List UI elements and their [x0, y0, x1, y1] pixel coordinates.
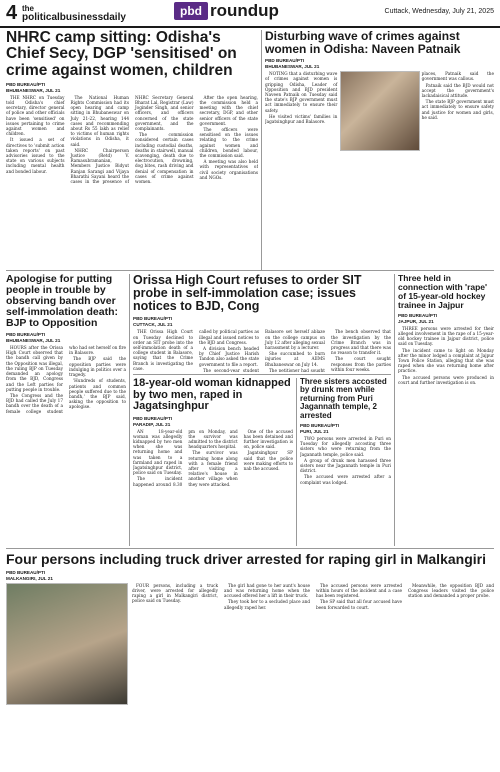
- byline: PBD BUREAU/PTI: [6, 332, 46, 338]
- paragraph: After the open hearing, the commission held a meeting with the chief secretary, DGP, and other senior officers of the state government.: [199, 94, 258, 126]
- dateline: MALKANGIRI, JUL 21: [6, 575, 53, 581]
- byline: PBD BUREAU/PTI: [133, 316, 173, 322]
- paragraph: The survivor was returning home along with a female friend after visiting a relative's house in another village when they were attacked.: [188, 450, 238, 487]
- paragraph: TWO persons were arrested in Puri on Tuesday for allegedly accosting three sisters who were returning from the Jagannath temple, police said.: [300, 435, 391, 457]
- paper-name-line1: the: [22, 4, 34, 13]
- paragraph: NOTING that a disturbing wave of crimes against women is gripping Odisha, Leader of Opposition and BJD president Naveen Patnaik on Tuesday said the state's BJP government must act immediately to ensure their safety.: [265, 71, 338, 113]
- story-puri-sisters: [300, 378, 391, 544]
- paragraph: The accused persons were produced in court and further investigation is on.: [398, 374, 494, 385]
- article-body: [300, 436, 391, 485]
- section-title: roundup: [210, 1, 279, 20]
- byline: PBD BUREAU/PTI: [398, 312, 438, 318]
- headline: Three held in connection with 'rape' of 15-year-old hockey trainee in Jajpur: [398, 274, 488, 310]
- byline: PBD BUREAU/PTI: [6, 81, 46, 87]
- paragraph: One of the accused has been detained and further investigation is on, police said.: [243, 428, 293, 450]
- paragraph: It issued a set of directives to 'submit action taken reports' on past advisories issued to the state on various subjects including mental health and bonded labour.: [6, 137, 65, 174]
- dateline: JAJPUR, JUL 21: [398, 318, 434, 324]
- paragraph: A meeting was also held with representatives of civil society organisations and NGOs.: [199, 159, 258, 180]
- headline: 18-year-old woman kidnapped by two men, raped in Jagatsinghpur: [133, 378, 291, 413]
- article-body: [132, 583, 494, 610]
- paragraph: The incident happened around 8.30 pm on Monday, and the survivor was admitted to the district headquarters hospital.: [133, 428, 238, 487]
- paragraph: called by political parties as illegal and issued notices to the BJD and Congress.: [199, 329, 259, 345]
- paragraph: HOURS after the Orissa High Court observed that the bandh call given by the Opposition was illegal, the ruling BJP on Tuesday demanded an apology from the BJD, Congress and the Left parties for putting people in trouble.: [6, 345, 63, 392]
- byline: PBD BUREAU/PTI: [300, 422, 340, 428]
- dateline: PURI, JUL 21: [300, 428, 329, 434]
- paragraph: The accused were arrested after a complaint was lodged.: [300, 474, 391, 485]
- paragraph: The National Human Rights Commission had its open hearing and camp sitting in Bhubaneswar on July 21-22, hearing 144 cases and recommending about Rs 55 lakh as relief to victims of human rights violations in Odisha, it said.: [70, 94, 129, 147]
- paragraph: FOUR persons, including a truck driver, were arrested for allegedly raping a girl in Malkangiri district, police said on Tuesday.: [132, 582, 218, 604]
- paragraph: The commission considered certain cases including custodial deaths, deaths in stairwell, manual scavenging, death due to electrocution, drowning, dog bites, rash driving and denial of compensation in cases of crime against women.: [135, 132, 194, 185]
- byline: PBD BUREAU/PTI: [6, 569, 46, 575]
- paragraph: The second-year student Balasore set herself ablaze on the college campus on July 12 after alleging sexual harassment by a lecturer.: [203, 329, 325, 372]
- dateline: BHUBANESWAR, JUL 21: [265, 64, 320, 70]
- paragraph: The girl had gone to her aunt's house and was returning home when the accused offered her a lift in their truck.: [224, 582, 310, 599]
- paragraph: THE NHRC on Tuesday told Odisha's chief secretary, director general of police and other officials have been 'sensitised' on issues pertaining to crime against women and children.: [6, 94, 65, 137]
- paragraph: They took her to a secluded place and allegedly raped her.: [224, 599, 310, 610]
- dateline: CUTTACK, JUL 21: [133, 322, 173, 328]
- headline: Three sisters accosted by drunk men while returning from Puri Jagannath temple, 2 arrested: [300, 378, 387, 420]
- article-body: [133, 329, 391, 372]
- paragraph: The state BJP government must act immediately to ensure safety and justice for women and girls, he said.: [421, 99, 494, 120]
- story-orissa-high-court: [133, 274, 391, 372]
- article-body: [398, 326, 494, 385]
- dateline: BHUBANESWAR, JUL 21: [6, 338, 61, 344]
- headline: Four persons including truck driver arrested for raping girl in Malkangiri: [6, 552, 486, 567]
- column-divider: [296, 378, 297, 546]
- column-divider: [129, 274, 130, 546]
- masthead: [0, 0, 500, 28]
- story-disturbing-wave: [265, 30, 494, 266]
- story-nhrc: [6, 30, 258, 266]
- paragraph: The BJP said the opposition parties were indulging in politics over a tragedy.: [69, 356, 126, 378]
- article-body: [6, 345, 126, 414]
- naveen-patnaik-photo: [340, 71, 420, 151]
- paragraph: THE Orissa High Court on Tuesday declined to order an SIT probe into the self-immolation death of a college student in Balasore, saying that the Crime Branch is investigating the case.: [133, 329, 193, 371]
- paragraph: AN 18-year-old woman was allegedly kidnapped by two men when she was returning home and was taken to a farmland and raped in Jagatsinghpur district, police said on Tuesday.: [133, 428, 183, 476]
- paragraph: The bench observed that the investigation by the Crime Branch was in progress and that there was no reason to transfer it.: [331, 329, 391, 356]
- paragraph: Meanwhile, the opposition BJD and Congress leaders visited the police station and demanded a proper probe.: [408, 582, 494, 599]
- headline: NHRC camp sitting: Odisha's Chief Secy, DGP 'sensitised' on crime against women, children: [6, 30, 237, 79]
- headline: Orissa High Court refuses to order SIT probe in self-immolation case; issues notices to BJD, Cong: [133, 274, 362, 314]
- byline: PBD BUREAU/PTI: [265, 58, 305, 64]
- page-dateline: Cuttack, Wednesday, July 21, 2025: [384, 8, 494, 15]
- headline: Disturbing wave of crimes against women in Odisha: Naveen Patnaik: [265, 30, 461, 56]
- paragraph: The accused persons were arrested within hours of the incident and a case has been registered.: [316, 582, 402, 599]
- paragraph: She succumbed to burn injuries at AIIMS Bhubaneswar on July 14.: [265, 351, 325, 367]
- story-apology: [6, 274, 126, 544]
- paragraph: NHRC Chairperson Justice (Retd) V. Ramasubramanian, Members Justice Bidyut Ranjan Sarangi and Vijaya Bharathi Sayani heard the cases in the presence of NHRC Secretary General Bharat Lal, Registrar (Law) Joginder Singh, and senior officers, and officers concerned of the state government, and the complainants.: [70, 94, 194, 185]
- story-jajpur-hockey-trainee: [398, 274, 494, 546]
- paragraph: A group of drunk men harassed three sisters near the Jagannath temple in Puri district.: [300, 457, 391, 474]
- paragraph: A division bench headed by Chief Justice Harish Tandon also asked the state government to file a report.: [199, 345, 259, 367]
- paragraph: Jagatsinghpur SP said that the police were making efforts to nab the accused.: [243, 450, 293, 472]
- byline: PBD BUREAU/PTI: [133, 415, 173, 421]
- column-divider: [261, 30, 262, 270]
- paper-name-line2: politicalbusinessdaily: [22, 12, 126, 23]
- paragraph: 'Hundreds of students, patients and common people suffered due to the bandh,' the BJP said, asking the opposition to apologise.: [69, 378, 126, 410]
- paragraph: The SP said that all four accused have been forwarded to court.: [316, 599, 402, 610]
- column-divider: [394, 274, 395, 546]
- paragraph: The Congress and the BJD had called the July 17 bandh over the death of a female college student who had set herself on fire in Balasore.: [6, 345, 126, 414]
- dateline: PARADIP, JUL 21: [133, 421, 171, 427]
- paragraph: The incident came to light on Monday after the minor lodged a complaint at Jajpur Town Police Station, alleging that she was raped when she was returning home after practice.: [398, 347, 494, 374]
- section-divider: [6, 270, 494, 271]
- story-malkangiri: [6, 552, 494, 766]
- paragraph: The officers were sensitised on the issues relating to the crime against women and children, bonded labour, the commission said.: [199, 127, 258, 159]
- section-brand: pbd: [174, 2, 208, 20]
- malkangiri-photo: [6, 583, 128, 705]
- paper-name: [22, 5, 126, 23]
- paragraph: THREE persons were arrested for their alleged involvement in the rape of a 15-year-old hockey trainee in Jajpur district, police said on Tuesday.: [398, 325, 494, 347]
- article-body: [133, 429, 293, 487]
- article-body: [6, 95, 258, 184]
- page-number: 4: [6, 2, 18, 24]
- section-divider: [6, 548, 494, 549]
- dateline: BHUBANESWAR, JUL 21: [6, 87, 61, 93]
- paragraph: The court sought responses from the parties within four weeks.: [331, 356, 391, 372]
- paragraph: He visited victims' families in Jagatsinghpur and Balasore.: [265, 113, 338, 125]
- paragraph: The petitioner had sought: [269, 367, 325, 372]
- paragraph: Patnaik said the BJD would not accept the government's lackadaisical attitude.: [421, 82, 494, 98]
- paragraph: places, Patnaik said the government was callous.: [421, 71, 494, 82]
- section-divider: [133, 374, 391, 375]
- story-jagatsinghpur-kidnap: [133, 378, 293, 544]
- headline: Apologise for putting people in trouble by observing bandh over self-immolation death: BJP to Opposition: [6, 274, 119, 330]
